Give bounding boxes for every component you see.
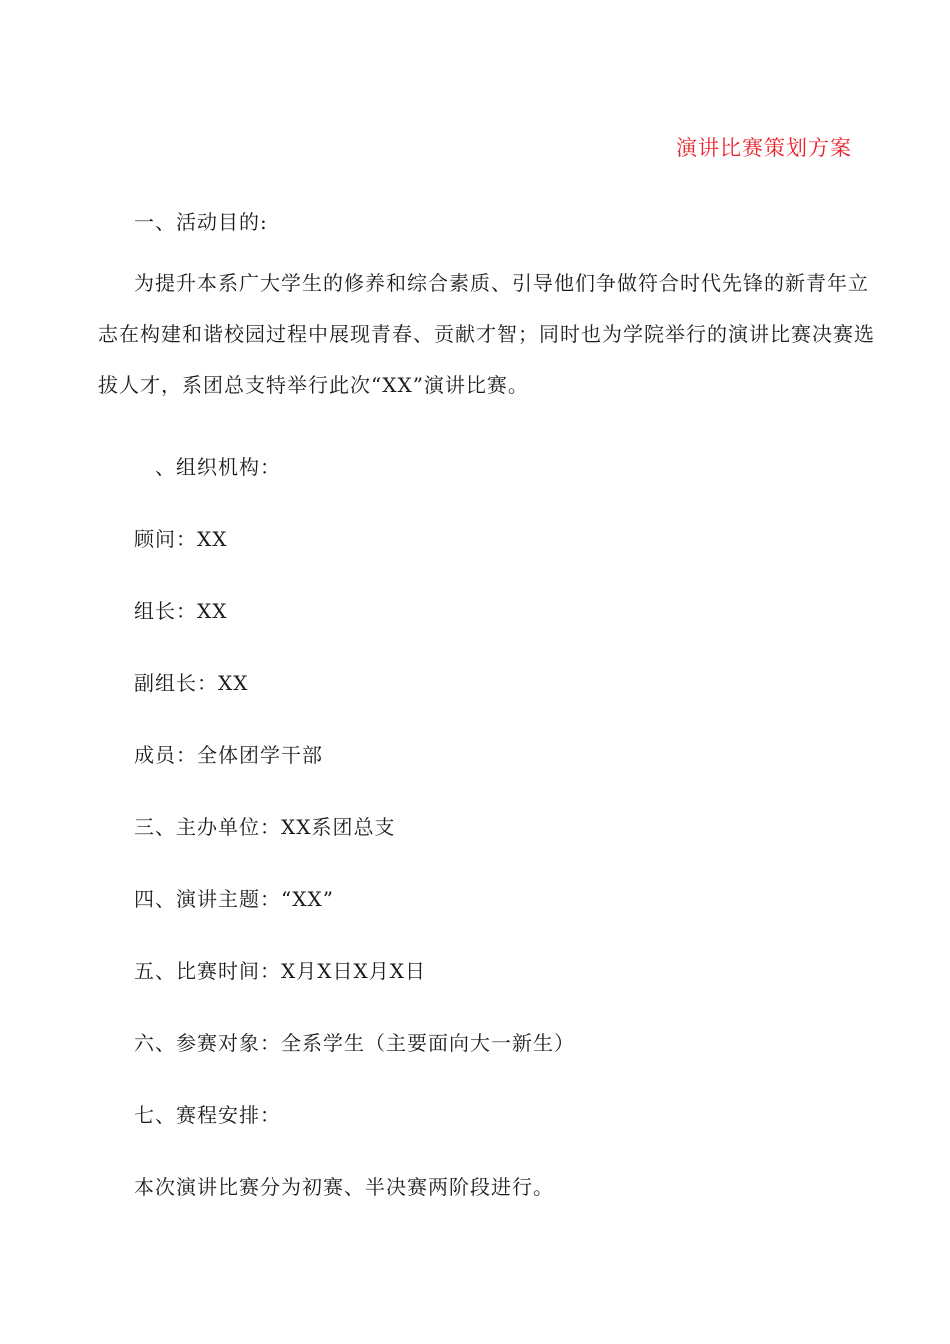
section7-heading: 七、赛程安排： <box>134 1103 281 1127</box>
leader-line: 组长：XX <box>134 599 228 623</box>
paragraph-line-3: 拔人才，系团总支特举行此次“XX”演讲比赛。 <box>98 373 529 397</box>
section1-heading: 一、活动目的: <box>134 210 268 234</box>
section4-theme: 四、演讲主题：“XX” <box>134 887 334 911</box>
section5-time: 五、比赛时间：X月X日X月X日 <box>134 959 426 983</box>
section7-text: 本次演讲比赛分为初赛、半决赛两阶段进行。 <box>134 1175 554 1199</box>
deputy-leader-line: 副组长：XX <box>134 671 249 695</box>
document-title: 演讲比赛策划方案 <box>676 136 852 160</box>
section6-participants: 六、参赛对象：全系学生（主要面向大一新生） <box>134 1031 575 1055</box>
members-line: 成员：全体团学干部 <box>134 743 323 767</box>
paragraph-line-2: 志在构建和谐校园过程中展现青春、贡献才智；同时也为学院举行的演讲比赛决赛选 <box>98 322 875 346</box>
paragraph-line-1: 为提升本系广大学生的修养和综合素质、引导他们争做符合时代先锋的新青年立 <box>134 271 869 295</box>
section3-organizer: 三、主办单位：XX系团总支 <box>134 815 396 839</box>
section2-heading: 、组织机构： <box>155 455 281 479</box>
section1-paragraph <box>98 258 875 411</box>
advisor-line: 顾问：XX <box>134 527 228 551</box>
